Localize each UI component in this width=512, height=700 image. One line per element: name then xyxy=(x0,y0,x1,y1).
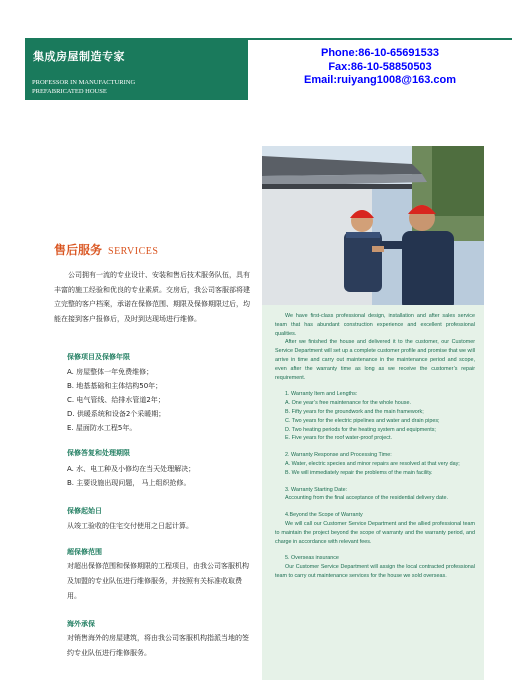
list-item: B. 地基基础和主体结构50年； xyxy=(67,382,163,390)
en-s1-e: E. Five years for the roof water-proof project. xyxy=(285,435,392,442)
en-s1-b: B. Fifty years for the groundwork and the main framework; xyxy=(285,408,424,415)
en-s1-d: D. Two heating periods for the heating system and equipments; xyxy=(285,426,436,433)
en-s4-text: We will call our Customer Service Department and the allied professional team to maintain the project beyond the scope of warranty and the warranty period, and charge in accordance with relevant fees. xyxy=(275,520,475,545)
en-s3-text: Accounting from the final acceptance of the residential delivery date. xyxy=(285,495,449,502)
en-s1-c: C. Two years for the electric pipelines and water and drain pipes; xyxy=(285,417,440,424)
en-para-1: We have first-class professional design, installation and after sales service team that has abundant construction experience and excellent professional qualities. xyxy=(275,313,475,337)
list-item: C. 电气管线、给排水管道2年； xyxy=(67,396,165,404)
section-title-cn: 售后服务 xyxy=(54,243,103,257)
english-text xyxy=(275,312,475,581)
list-item: D. 供暖系统和设备2个采暖期； xyxy=(67,410,166,418)
workers-photo xyxy=(262,146,484,311)
beyond-text: 对超出保修范围和保修期限的工程项目，由我公司客服机构及加盟的专业队伍进行维修服务，并按照有关标准收取费用。 xyxy=(67,562,249,600)
overseas-text: 对销售海外的房屋建筑，将由我公司客服机构指派当地的签约专业队伍进行维修服务。 xyxy=(67,634,249,657)
beyond-paragraph xyxy=(67,559,255,604)
list-item: B. 主要设施出现问题， 马上组织抢修。 xyxy=(67,479,191,487)
contact-email: Email:ruiyang1008@163.com xyxy=(304,74,456,86)
contact-phone: Phone:86-10-65691533 xyxy=(320,47,439,59)
section-title-en: SERVICES xyxy=(108,246,159,257)
header-title-en xyxy=(32,78,135,96)
en-s3-head: 3. Warranty Starting Date: xyxy=(285,486,348,493)
en-s2-b: B. We will immediately repair the problems of the main facility. xyxy=(285,469,433,476)
en-s1-a: A. One year’s free maintenance for the whole house. xyxy=(285,400,411,407)
en-s2-a: A. Water, electric species and minor repairs are resolved at that very day; xyxy=(285,460,460,467)
start-text: 从竣工验收的住宅交付使用之日起计算。 xyxy=(67,522,193,530)
warranty-list xyxy=(67,365,165,435)
en-s5-head: 5. Overseas insurance xyxy=(285,555,339,562)
list-item: E. 屋面防水工程5年。 xyxy=(67,424,137,432)
en-s1-head: 1. Warranty Item and Lengths: xyxy=(285,391,358,398)
header-title-en-line2: PREFABRICATED HOUSE xyxy=(32,88,107,95)
start-heading: 保修起始日 xyxy=(67,507,102,515)
overseas-heading: 海外承保 xyxy=(67,620,95,628)
section-title xyxy=(54,241,158,258)
header-rule xyxy=(248,38,512,40)
beyond-heading: 超保修范围 xyxy=(67,548,102,556)
contact-fax: Fax:86-10-58850503 xyxy=(328,60,432,73)
en-s5-text: Our Customer Service Department will assign the local contracted professional team to carry out maintenance services for the house we sold overseas. xyxy=(275,564,475,579)
en-s2-head: 2. Warranty Response and Processing Time: xyxy=(285,452,392,459)
en-s4-head: 4.Beyond the Scope of Warranty xyxy=(285,512,363,519)
response-heading: 保修答复和处理期限 xyxy=(67,449,130,457)
contact-info xyxy=(248,47,512,88)
response-list xyxy=(67,462,195,490)
list-item: A. 水、电工种及小修均在当天处理解决； xyxy=(67,465,196,473)
en-para-2: After we finished the house and delivered it to the customer, our Customer Service Department will set up a complete customer profile and promise that we will arrive in time and carry out maintenance in the maintenance period and scope, even after the warranty time as long as we receive the customer’s repair requirement. xyxy=(275,339,475,381)
overseas-paragraph xyxy=(67,631,255,661)
header-title-cn: 集成房屋制造专家 xyxy=(33,50,125,63)
header-title-en-line1: PROFESSOR IN MANUFACTURING xyxy=(32,79,136,86)
intro-paragraph xyxy=(54,268,254,326)
warranty-heading: 保修项目及保修年限 xyxy=(67,353,130,361)
intro-text: 公司拥有一流的专业设计、安装和售后技术服务队伍，具有丰富的施工经验和优良的专业素质。交房后，我公司客服部将建立完整的客户档案，承诺在保修范围、期限及保修期限过后，均能在接到客户报修后，及时到达现场进行维修。 xyxy=(54,271,250,323)
list-item: A. 房屋整体一年免费维修； xyxy=(67,368,154,376)
